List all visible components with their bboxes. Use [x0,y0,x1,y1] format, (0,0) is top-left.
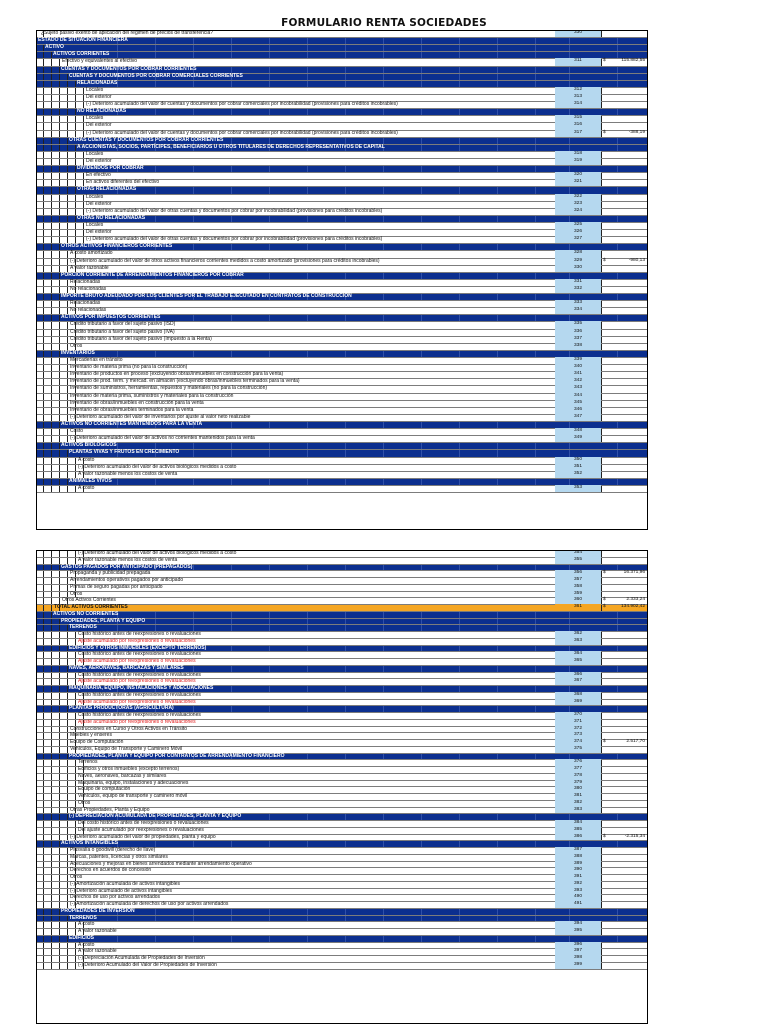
row-label: Costo histórico antes de reexpresiones o revaluaciones [78,691,201,698]
row-label: OTRAS CUENTAS Y DOCUMENTOS POR COBRAR CORRIENTES [69,136,224,143]
casillero-code: 357 [555,577,601,584]
row-label: ACTIVOS POR IMPUESTOS CORRIENTES [61,314,161,321]
row-label: Locales [86,221,104,228]
casillero-code: 366 [555,672,601,679]
casillero-code: 343 [555,385,601,392]
row-label: Inventario de obras/inmuebles en construcción para la venta [70,399,204,406]
row-label: Ajuste acumulado por reexpresiones o revaluaciones [78,698,196,705]
form-row [37,31,647,38]
form-row [37,486,647,493]
row-label: (-) Deterioro acumulado del valor de otras cuentas y documentos por cobrar por incobrabilidad (provisiones para créditos incobrables) [86,236,383,243]
row-label: Crédito tributario a favor del sujeto pasivo (ISD) [70,321,176,328]
casillero-code: 324 [555,208,601,215]
casillero-code: 346 [555,407,601,414]
row-label: A valor razonable [78,928,117,934]
row-label: Equipo de Computación [70,739,124,745]
casillero-code: 311 [555,58,601,65]
row-label: Costo histórico antes de reexpresiones o revaluaciones [78,651,201,658]
row-label: Ajuste acumulado por reexpresiones o revaluaciones [78,678,196,685]
casillero-code: 336 [555,329,601,336]
row-label: Derechos en acuerdos de concesión [70,867,152,874]
form-row [37,472,647,479]
row-label: (-) DEPRECIACIÓN ACUMULADA DE PROPIEDADES, PLANTA Y EQUIPO [69,813,242,820]
casillero-code: 367 [555,678,601,685]
casillero-code: 321 [555,179,601,186]
casillero-code: 392 [555,881,601,888]
casillero-code: 318 [555,151,601,158]
row-label: ACTIVOS BIOLÓGICOS [61,442,117,449]
casillero-code: 354 [555,550,601,557]
total-row [37,605,647,612]
casillero-code: 386 [555,834,601,841]
row-label: Inventario de productos en proceso (excluyendo obras/inmuebles en construcción para la venta) [70,371,284,378]
row-label: ACTIVO [45,44,64,51]
row-label: Derechos de uso por activos arrendados [70,894,161,901]
row-label: Locales [86,193,104,200]
row-label: Vehículos, equipo de transporte y caminero móvil [78,793,188,799]
row-label: (-) Deterioro acumulado del valor de activos biológicos medidos a costo [78,550,237,556]
amount-value[interactable]: 134.902,42 [620,604,645,609]
currency-symbol: $ [603,129,606,135]
casillero-code: 342 [555,378,601,385]
currency-symbol: $ [603,257,606,263]
casillero-code: 395 [555,928,601,935]
casillero-code: 314 [555,101,601,108]
row-label: Inventario de materia prima, suministros y materiales para la construcción [70,392,234,399]
casillero-code: 331 [555,279,601,286]
row-label: Crédito tributario a favor del sujeto pasivo (IVA) [70,328,175,335]
casillero-code: 394 [555,921,601,928]
row-label: Del ajuste acumulado por reexpresiones o revaluaciones [78,826,204,833]
row-label: Inventario de prod. term. y mercad. en almacén (excluyendo obras/inmuebles terminados para la venta) [70,378,300,385]
casillero-code: 320 [555,172,601,179]
casillero-code: 351 [555,464,601,471]
row-label: A costo [78,485,95,491]
row-label: Propaganda y publicidad prepagada [70,570,151,577]
form-row [37,436,647,443]
form-row [37,963,647,970]
row-label: Costo histórico antes de reexpresiones o revaluaciones [78,631,201,637]
currency-symbol: $ [603,597,606,603]
row-label: PLANTAS PRODUCTORAS (AGRICULTURA) [69,705,174,712]
row-label: Naves, aeronaves, barcazas y similares [78,772,167,779]
row-label: A costo [78,456,95,463]
casillero-code: 355 [555,557,601,564]
row-label: ACTIVOS CORRIENTES [53,51,110,58]
casillero-code: 334 [555,307,601,314]
casillero-code: 372 [555,726,601,733]
currency-symbol: $ [603,58,606,64]
casillero-code: 376 [555,759,601,766]
casillero-code: 344 [555,393,601,400]
casillero-code: 358 [555,584,601,591]
row-label: Arrendamientos operativos pagados por anticipado [70,577,184,583]
row-label: (-) Deterioro acumulado del valor de otras cuentas y documentos por cobrar por incobrabilidad (provisiones para créditos incobrables) [86,207,383,214]
casillero-code: 361 [555,604,601,611]
row-label: PROPIEDADES DE INVERSIÓN [61,907,135,914]
section-header-row [37,45,647,52]
row-label: Costo [70,428,84,435]
amount-value[interactable]: 115.882,55 [621,58,645,64]
row-label: A costo [78,941,95,948]
row-label: Del exterior [86,93,112,100]
row-label: CUENTAS Y DOCUMENTOS POR COBRAR CORRIENTES [61,65,197,72]
section-header-row [37,38,647,45]
row-label: CUENTAS Y DOCUMENTOS POR COBRAR COMERCIALES CORRIENTES [69,72,243,79]
row-label: (-) Deterioro acumulado del valor de inventarios por ajuste al valor neto realizable [70,413,251,420]
casillero-code: 390 [555,867,601,874]
casillero-code: 356 [555,570,601,577]
form-table-block-2 [36,550,648,1024]
casillero-code: 340 [555,364,601,371]
row-label: Inventario de materia prima (no para la construcción) [70,364,188,371]
row-label: Vehículos, Equipo de Transporte y Caminero Móvil [70,745,183,752]
row-label: Otros [70,342,83,349]
row-label: Inventario de suministros, herramientas, repuestos y materiales (no para la construcción) [70,385,268,392]
row-label: Crédito tributario a favor del sujeto pasivo (Impuesto a la Renta) [70,335,212,342]
section-header-row [37,619,647,626]
row-label: OTRAS NO RELACIONADAS [77,214,146,221]
row-label: Marcas, patentes, licencias y otros similares [70,853,168,860]
row-label: En efectivo [86,172,111,179]
casillero-code: 328 [555,250,601,257]
row-label: IMPORTE BRUTO ADEUDADO POR LOS CLIENTES POR EL TRABAJO EJECUTADO EN CONTRATOS DE CONSTRUCCIÓN [61,293,352,300]
row-label: DIVIDENDOS POR COBRAR [77,165,144,172]
row-label: MAQUINARIA, EQUIPO, INSTALACIONES Y ADECUACIONES [69,685,214,691]
row-label: (-) Deterioro acumulado del valor de cuentas y documentos por cobrar comerciales por incobrabilidad (provisiones para créditos incobrables) [86,101,398,108]
section-header-row [37,74,647,81]
casillero-code: 382 [555,800,601,807]
casillero-code: 316 [555,122,601,129]
row-label: (-) Amortización acumulada de activos intangibles [70,880,181,887]
casillero-code: 380 [555,786,601,793]
row-label: Efectivo y equivalentes al efectivo [62,58,138,65]
casillero-code: 327 [555,236,601,243]
casillero-code: 490 [555,894,601,901]
row-label: No relacionadas [70,285,107,292]
row-label: En activos diferentes del efectivo [86,179,160,186]
row-label: Ajuste acumulado por reexpresiones o revaluaciones [78,658,196,664]
row-label: (-) Amortización acumulada de derechos de uso por activos arrendados [70,901,229,907]
row-label: NO RELACIONADAS [77,108,127,115]
casillero-code: 315 [555,115,601,122]
row-label: ACTIVOS INTANGIBLES [61,840,119,847]
row-label: Muebles y enseres [70,732,112,739]
row-label: A valor razonable menos los costos de venta [78,470,178,477]
row-label: PROPIEDADES, PLANTA Y EQUIPO POR CONTRATOS DE ARRENDAMIENTO FINANCIERO [69,752,285,759]
casillero-code: 319 [555,158,601,165]
casillero-code: 322 [555,194,601,201]
casillero-code: 326 [555,229,601,236]
row-label: Locales [86,115,104,122]
casillero-code: 389 [555,861,601,868]
casillero-code: 385 [555,827,601,834]
row-label: Locales [86,150,104,157]
casillero-code: 397 [555,948,601,955]
row-label: Maquinaria, equipo, instalaciones y adecuaciones [78,779,189,786]
casillero-code: 339 [555,357,601,364]
row-label: Otros Activos Corrientes [62,597,116,604]
casillero-code: 363 [555,638,601,645]
casillero-code: 313 [555,94,601,101]
casillero-code: 491 [555,901,601,908]
casillero-code: 330 [555,30,601,37]
row-label: Costo histórico antes de reexpresiones o revaluaciones [78,671,201,678]
row-label: PROPIEDADES, PLANTA Y EQUIPO [61,617,146,624]
row-label: A costo amortizado [70,250,113,257]
currency-symbol: $ [603,833,606,839]
row-label: Del exterior [86,200,112,207]
amount-value[interactable]: -2.315,34 [624,833,645,839]
casillero-code: 374 [555,739,601,746]
casillero-code: 352 [555,471,601,478]
casillero-code: 323 [555,201,601,208]
currency-symbol: $ [603,604,606,609]
casillero-code: 398 [555,955,601,962]
casillero-code: 368 [555,692,601,699]
amount-value[interactable]: 16.371,96 [623,570,645,576]
row-label: ACTIVOS NO CORRIENTES [53,610,119,617]
row-label: TERRENOS [69,624,97,631]
row-label: Terrenos [78,759,98,766]
row-label: EDIFICIOS [69,934,95,941]
row-label: A valor razonable [70,264,109,271]
casillero-code: 387 [555,847,601,854]
casillero-code: 350 [555,457,601,464]
casillero-code: 377 [555,766,601,773]
currency-symbol: $ [603,570,606,576]
row-label: ANIMALES VIVOS [69,477,112,484]
row-label: A costo [78,921,95,928]
row-label: (-) Deterioro acumulado del valor de activos biológicos medidos a costo [78,463,237,470]
casillero-code: 348 [555,428,601,435]
row-label: A valor razonable [78,948,117,955]
casillero-code: 325 [555,222,601,229]
row-label: Otros [78,799,91,806]
row-label: GASTOS PAGADOS POR ANTICIPADO (PREPAGADOS) [61,563,193,570]
casillero-code: 362 [555,631,601,638]
amount-value[interactable]: 2.333,24 [626,597,645,603]
casillero-code: 347 [555,414,601,421]
row-label: Plusvalía o goodwill (derecho de llave) [70,847,156,853]
row-label: ACTIVOS NO CORRIENTES MANTENIDOS PARA LA VENTA [61,421,203,428]
amount-value[interactable]: -980,13 [628,257,645,263]
row-label: NAVES, AERONAVES, BARCAZAS Y SIMILARES [69,664,184,671]
row-label: Otros [70,590,83,597]
amount-value[interactable]: 2.517,70 [626,739,645,744]
row-label: (-) Deterioro acumulado del valor de cuentas y documentos por cobrar comerciales por incobrabilidad (provisiones para créditos incobrables) [86,129,398,136]
row-label: PORCIÓN CORRIENTE DE ARRENDAMIENTOS FINANCIEROS POR COBRAR [61,271,244,278]
casillero-code: 393 [555,888,601,895]
row-label: Primas de seguro pagadas por anticipado [70,583,163,590]
form-row [37,835,647,842]
amount-value[interactable]: -388,19 [628,129,645,135]
row-label: Construcciones en Curso y Otros Activos en Tránsito [70,725,187,732]
row-label: OTRAS RELACIONADAS [77,186,137,193]
casillero-code: 341 [555,371,601,378]
casillero-code: 378 [555,773,601,780]
casillero-code: 337 [555,336,601,343]
casillero-code: 335 [555,321,601,328]
row-label: (-) Depreciación Acumulada de Propiedades de Inversión [78,955,205,961]
casillero-code: 391 [555,874,601,881]
casillero-code: 369 [555,699,601,706]
row-label: OTROS ACTIVOS FINANCIEROS CORRIENTES [61,243,173,250]
row-label: Ajuste acumulado por reexpresiones o revaluaciones [78,637,196,644]
row-label: Equipo de computación [78,786,131,793]
row-label: EDIFICIOS Y OTROS INMUEBLES (EXCEPTO TERRENOS) [69,644,207,651]
casillero-code: 333 [555,300,601,307]
casillero-code: 312 [555,87,601,94]
casillero-code: 365 [555,658,601,665]
form-row [37,344,647,351]
casillero-code: 359 [555,591,601,598]
casillero-code: 371 [555,719,601,726]
row-label: INVENTARIOS [61,349,95,356]
row-label: Locales [86,86,104,93]
row-label: (-) Deterioro acumulado del valor de activos no corrientes mantenidos para la venta [70,435,255,442]
row-label: ESTADO DE SITUACIÓN FINANCIERA [38,37,128,44]
row-label: TOTAL ACTIVOS CORRIENTES [54,604,128,610]
casillero-code: 317 [555,130,601,137]
row-label: A valor razonable menos los costos de venta [78,556,178,563]
form-row [37,102,647,109]
row-label: Relacionadas [70,300,101,307]
casillero-code: 381 [555,793,601,800]
row-label: Del exterior [86,229,112,236]
casillero-code: 349 [555,435,601,442]
casillero-code: 375 [555,746,601,753]
row-label: Mercaderías en tránsito [70,357,123,364]
row-label: Relacionadas [70,278,101,285]
casillero-code: 338 [555,343,601,350]
row-label: (-) Deterioro Acumulado del Valor de Propiedades de Inversión [78,961,217,968]
casillero-code: 373 [555,732,601,739]
row-label: ¿Sujeto pasivo exento de aplicación del régimen de precios de transferencia? [41,30,214,36]
currency-symbol: $ [603,739,606,744]
casillero-code: 353 [555,485,601,492]
form-table-block-1 [36,30,648,530]
row-label: Otros [70,874,83,880]
row-label: A ACCIONISTAS, SOCIOS, PARTÍCIPES, BENEFICIARIOS U OTROS TITULARES DE DERECHOS REPRESENTATIVOS DE CAPITAL [77,143,385,150]
casillero-code: 345 [555,400,601,407]
row-label: Del exterior [86,122,112,129]
row-label: (-) Deterioro acumulado del valor de otros activos financieros corrientes medidos a costo amortizado (provisiones para créditos incobrables) [70,257,380,264]
casillero-code: 330 [555,265,601,272]
row-label: TERRENOS [69,914,97,921]
form-row [37,929,647,936]
section-header-row [37,909,647,916]
casillero-code: 384 [555,820,601,827]
form-title: FORMULARIO RENTA SOCIEDADES [281,17,487,29]
row-label: Inventario de obras/inmuebles terminados para la venta [70,406,194,413]
row-label: (-) Deterioro acumulado de activos intangibles [70,887,172,894]
casillero-code: 396 [555,942,601,949]
row-label: Otras Propiedades, Planta y Equipo [70,806,150,813]
row-label: Adecuaciones y mejoras en bienes arrendados mediante arrendamiento operativo [70,860,252,867]
casillero-code: 360 [555,597,601,604]
casillero-code: 383 [555,807,601,814]
row-label: Costo histórico antes de reexpresiones o revaluaciones [78,712,201,718]
casillero-code: 370 [555,712,601,719]
row-label: No relacionadas [70,307,107,314]
row-label: Del exterior [86,157,112,164]
row-label: Del costo histórico antes de reexpresiones o revaluaciones [78,820,209,826]
row-label: Edificios y otros inmuebles (excepto terrenos) [78,766,180,772]
row-label: (-) Deterioro acumulado del valor de propiedades, planta y equipo [70,833,216,840]
casillero-code: 388 [555,854,601,861]
casillero-code: 399 [555,962,601,969]
casillero-code: 379 [555,780,601,787]
casillero-code: 332 [555,286,601,293]
row-label: Ajuste acumulado por reexpresiones o revaluaciones [78,718,196,725]
row-label: PLANTAS VIVAS Y FRUTOS EN CRECIMIENTO [69,449,180,456]
casillero-code: 364 [555,651,601,658]
casillero-code: 329 [555,258,601,265]
row-label: RELACIONADAS [77,79,118,86]
